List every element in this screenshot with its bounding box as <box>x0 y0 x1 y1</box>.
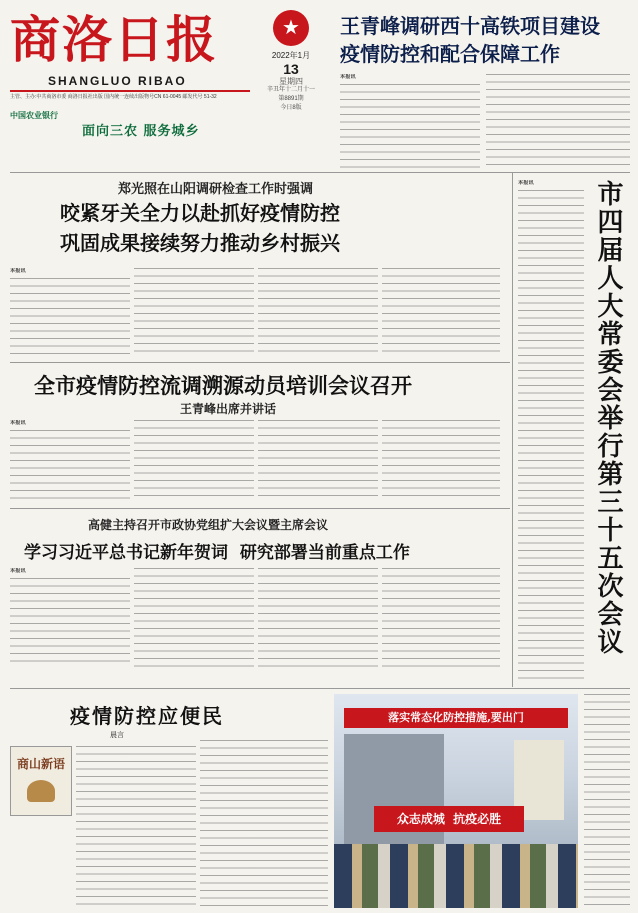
vertical-byline: 本报讯 <box>518 180 534 186</box>
lead-headline <box>340 12 630 68</box>
story3-col4 <box>382 420 500 502</box>
date-weekday: 星期四 <box>279 77 303 86</box>
photo-caption <box>584 694 630 908</box>
emblem-icon: ★ <box>273 10 309 46</box>
story2-headline <box>60 198 340 258</box>
story2-headline-line2: 巩固成果接续努力推动乡村振兴 <box>60 231 340 255</box>
story4-kicker: 高健主持召开市政协党组扩大会议暨主席会议 <box>88 518 329 532</box>
date-edition: 今日8版 <box>280 105 302 111</box>
story3-col3 <box>258 420 378 502</box>
column-author: 晨言 <box>110 731 124 739</box>
story3-col1 <box>10 420 130 502</box>
column-headline: 疫情防控应便民 <box>70 704 224 728</box>
date-year-month: 2022年1月 <box>271 51 311 60</box>
vertical-story-body <box>518 180 584 680</box>
story3-byline: 本报讯 <box>10 420 26 426</box>
masthead-meta: 主管、主办:中共商洛市委 商洛日报社出版 国内统一连续出版物号CN 61-0045 邮发代号 51-32 <box>10 94 217 100</box>
date-day: 13 <box>283 61 299 77</box>
divider <box>10 688 630 689</box>
story3-headline: 全市疫情防控流调溯源动员培训会议召开 <box>34 373 412 398</box>
story2-col3 <box>258 268 378 358</box>
vertical-headline: 市四届人大常委会举行第三十五次会议 <box>593 180 623 656</box>
masthead-rule <box>10 90 250 92</box>
bank-ad <box>10 110 250 150</box>
lead-body-left <box>340 74 480 170</box>
story4-col2 <box>134 568 254 668</box>
story2-kicker: 郑光照在山阳调研检查工作时强调 <box>118 182 314 197</box>
divider <box>10 362 510 363</box>
masthead-title: 商洛日报 <box>10 10 218 69</box>
story4-col4 <box>382 568 500 668</box>
column-col2 <box>200 740 328 906</box>
photo-banner-mid: 众志成城 抗疫必胜 <box>374 806 524 832</box>
story4-col1 <box>10 568 130 668</box>
date-box <box>256 10 326 160</box>
divider <box>10 172 630 173</box>
bank-name: 中国农业银行 <box>10 111 58 120</box>
photo-banner-top: 落实常态化防控措施,要出门 <box>344 708 568 728</box>
column-col1 <box>76 746 196 906</box>
lead-body-right <box>486 74 630 170</box>
lead-headline-line2: 疫情防控和配合保障工作 <box>340 42 560 66</box>
story4-byline: 本报讯 <box>10 568 26 574</box>
lead-headline-line1: 王青峰调研西十高铁项目建设 <box>340 14 600 38</box>
date-issue: 第8891期 <box>278 96 304 102</box>
date-lunar: 辛丑年十二月十一 <box>266 87 315 93</box>
story3-col2 <box>134 420 254 502</box>
story2-col4 <box>382 268 500 358</box>
lead-byline: 本报讯 <box>340 74 356 80</box>
divider <box>512 172 513 687</box>
story2-byline: 本报讯 <box>10 268 26 274</box>
news-photo <box>334 694 578 908</box>
masthead-pinyin: SHANGLUO RIBAO <box>48 74 187 88</box>
photo-door <box>344 734 444 854</box>
teapot-icon <box>27 780 55 802</box>
story4-col3 <box>258 568 378 668</box>
column-label: 商山新语 <box>16 757 65 771</box>
divider <box>10 508 510 509</box>
bank-slogan: 面向三农 服务城乡 <box>82 124 200 139</box>
story3-subhead: 王青峰出席并讲话 <box>180 402 277 416</box>
story4-headline: 学习习近平总书记新年贺词 研究部署当前重点工作 <box>24 543 410 563</box>
story2-col1 <box>10 268 130 358</box>
story2-headline-line1: 咬紧牙关全力以赴抓好疫情防控 <box>60 201 340 225</box>
photo-people <box>334 844 578 908</box>
story2-col2 <box>134 268 254 358</box>
column-label-box <box>10 746 72 816</box>
